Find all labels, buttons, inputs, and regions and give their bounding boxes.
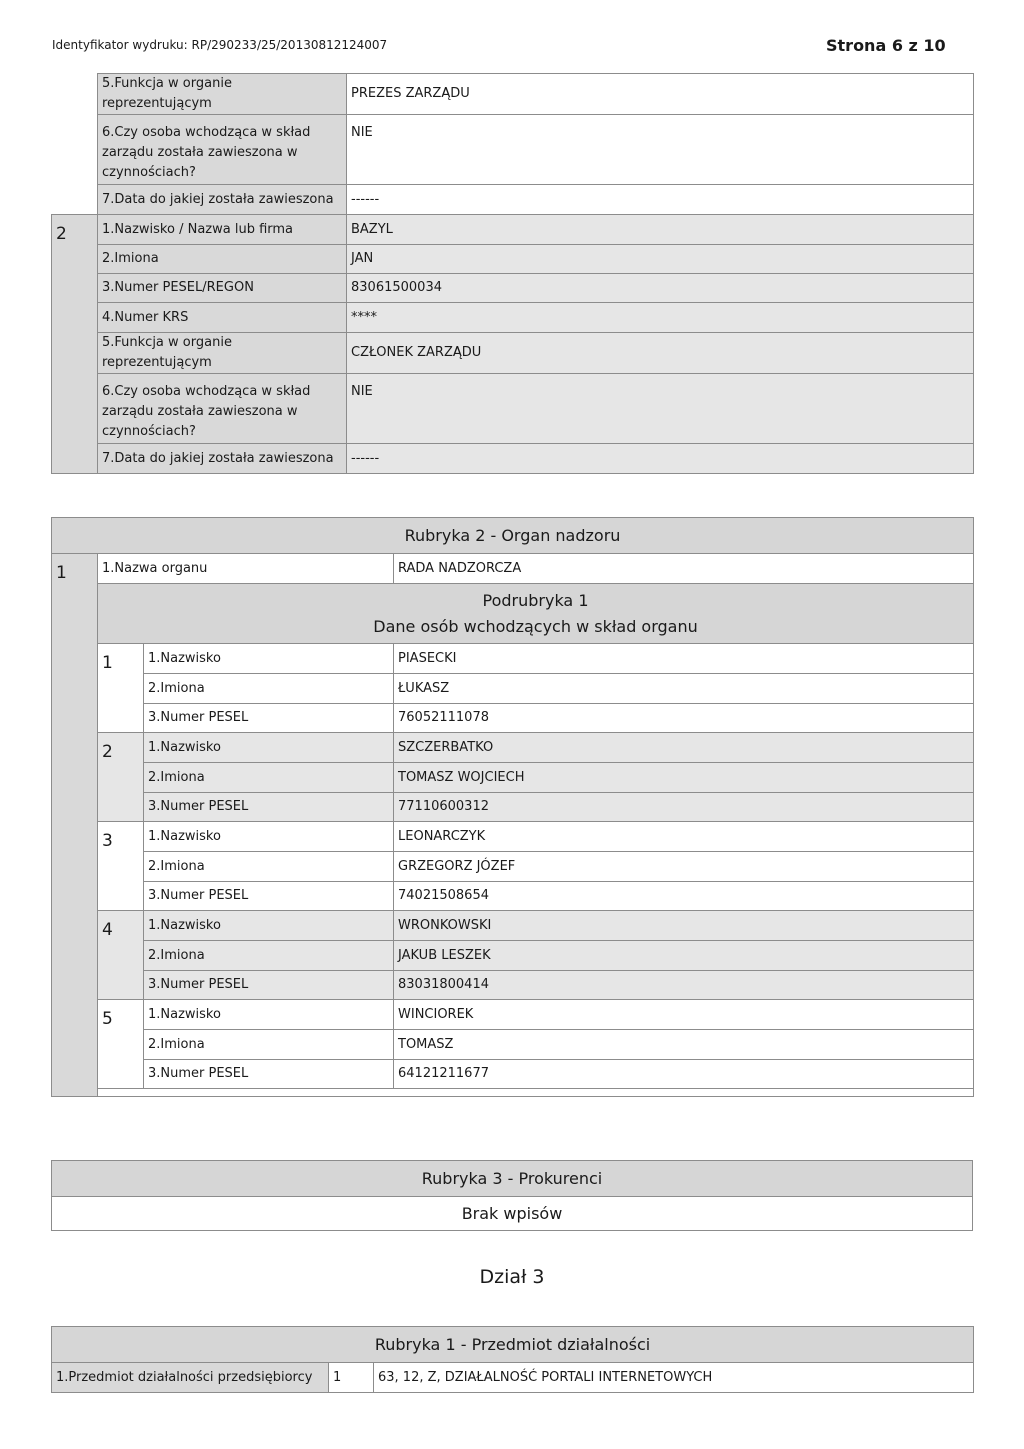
field-value: SZCZERBATKO <box>394 733 974 763</box>
field-label: 1.Nazwisko <box>144 644 394 674</box>
field-label: 1.Nazwisko <box>144 1000 394 1030</box>
field-value: PIASECKI <box>394 644 974 674</box>
no-entries-text: Brak wpisów <box>52 1197 973 1231</box>
field-value: JAN <box>347 245 974 274</box>
rubric-title: Rubryka 3 - Prokurenci <box>52 1161 973 1197</box>
field-value: 83031800414 <box>394 971 974 1000</box>
activity-number: 1 <box>329 1363 374 1393</box>
subrubric-title-line1: Podrubryka 1 <box>482 590 589 610</box>
subrubric-title <box>98 584 974 644</box>
field-value: WINCIOREK <box>394 1000 974 1030</box>
field-label: 3.Numer PESEL/REGON <box>98 274 347 303</box>
field-label: 6.Czy osoba wchodząca w skład zarządu została zawieszona w czynnościach? <box>98 374 347 444</box>
field-label: 5.Funkcja w organie reprezentującym <box>98 333 347 374</box>
field-label: 7.Data do jakiej została zawieszona <box>98 444 347 474</box>
field-value: LEONARCZYK <box>394 822 974 852</box>
member-number: 5 <box>98 1000 144 1089</box>
field-label: 1.Nazwisko / Nazwa lub firma <box>98 215 347 245</box>
field-label: 3.Numer PESEL <box>144 882 394 911</box>
subrubric-title-line2: Dane osób wchodzących w skład organu <box>373 616 698 636</box>
field-label: 2.Imiona <box>144 674 394 704</box>
person-number: 2 <box>52 215 98 474</box>
field-value: ------ <box>347 444 974 474</box>
field-label: 3.Numer PESEL <box>144 1060 394 1089</box>
field-label: 5.Funkcja w organie reprezentującym <box>98 74 347 115</box>
field-label: 2.Imiona <box>144 852 394 882</box>
field-value: NIE <box>347 115 974 185</box>
field-label: 3.Numer PESEL <box>144 704 394 733</box>
field-label: 3.Numer PESEL <box>144 793 394 822</box>
field-value: CZŁONEK ZARZĄDU <box>347 333 974 374</box>
field-value: 76052111078 <box>394 704 974 733</box>
field-value: WRONKOWSKI <box>394 911 974 941</box>
field-value: 63, 12, Z, DZIAŁALNOŚĆ PORTALI INTERNETOWYCH <box>374 1363 974 1393</box>
print-identifier: Identyfikator wydruku: RP/290233/25/20130812124007 <box>52 38 388 52</box>
field-value: JAKUB LESZEK <box>394 941 974 971</box>
field-value: TOMASZ <box>394 1030 974 1060</box>
field-value: 74021508654 <box>394 882 974 911</box>
field-value: ------ <box>347 185 974 215</box>
field-value: 77110600312 <box>394 793 974 822</box>
field-label: 2.Imiona <box>144 763 394 793</box>
table-bottom-spacer <box>98 1089 974 1097</box>
field-label: 4.Numer KRS <box>98 303 347 333</box>
field-value: TOMASZ WOJCIECH <box>394 763 974 793</box>
field-value: NIE <box>347 374 974 444</box>
field-label: 1.Przedmiot działalności przedsiębiorcy <box>52 1363 329 1393</box>
field-value: ŁUKASZ <box>394 674 974 704</box>
rubric-title: Rubryka 1 - Przedmiot działalności <box>52 1327 974 1363</box>
field-label: 2.Imiona <box>144 941 394 971</box>
member-number: 3 <box>98 822 144 911</box>
field-label: 2.Imiona <box>144 1030 394 1060</box>
rubric-title: Rubryka 2 - Organ nadzoru <box>52 518 974 554</box>
field-label: 3.Numer PESEL <box>144 971 394 1000</box>
supervisory-board-table <box>51 517 974 1097</box>
page-number: Strona 6 z 10 <box>826 36 946 55</box>
member-number: 2 <box>98 733 144 822</box>
field-value: RADA NADZORCZA <box>394 554 974 584</box>
member-number: 4 <box>98 911 144 1000</box>
member-number: 1 <box>98 644 144 733</box>
section-title: Dział 3 <box>479 1266 545 1288</box>
field-value: BAZYL <box>347 215 974 245</box>
field-value: PREZES ZARZĄDU <box>347 74 974 115</box>
field-value: 83061500034 <box>347 274 974 303</box>
field-label: 6.Czy osoba wchodząca w skład zarządu została zawieszona w czynnościach? <box>98 115 347 185</box>
field-label: 1.Nazwisko <box>144 822 394 852</box>
field-value: GRZEGORZ JÓZEF <box>394 852 974 882</box>
field-label: 2.Imiona <box>98 245 347 274</box>
procurators-table <box>51 1160 973 1231</box>
field-label: 1.Nazwa organu <box>98 554 394 584</box>
field-value: **** <box>347 303 974 333</box>
field-label: 1.Nazwisko <box>144 733 394 763</box>
business-activity-table <box>51 1326 974 1393</box>
field-label: 1.Nazwisko <box>144 911 394 941</box>
field-label: 7.Data do jakiej została zawieszona <box>98 185 347 215</box>
management-board-table <box>51 73 974 474</box>
empty-num-cell <box>52 74 98 215</box>
organ-number: 1 <box>52 554 98 1097</box>
field-value: 64121211677 <box>394 1060 974 1089</box>
